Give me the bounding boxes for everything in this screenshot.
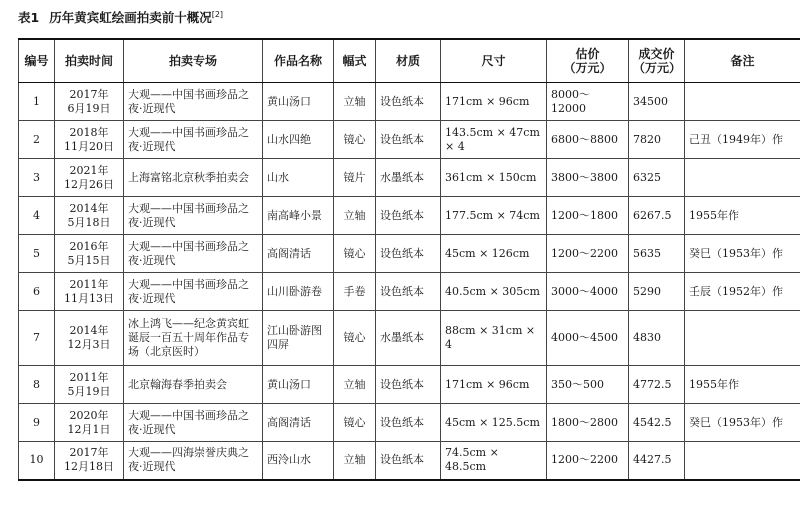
cell-size: 45cm × 126cm — [441, 235, 547, 273]
header-estimate: 估价 （万元） — [547, 39, 629, 83]
table-row — [19, 235, 800, 273]
cell-estimate: 1200～2200 — [547, 235, 629, 273]
cell-work: 南高峰小景 — [263, 197, 334, 235]
cell-work: 高阁清话 — [263, 235, 334, 273]
cell-session: 大观——中国书画珍品之夜·近现代 — [124, 235, 263, 273]
cell-size: 143.5cm × 47cm × 4 — [441, 121, 547, 159]
cell-estimate: 3800～3800 — [547, 159, 629, 197]
cell-format: 立轴 — [334, 442, 376, 480]
table-row — [19, 442, 800, 480]
cell-work: 高阁清话 — [263, 404, 334, 442]
table-caption — [18, 8, 223, 26]
cell-work: 西泠山水 — [263, 442, 334, 480]
table-row — [19, 197, 800, 235]
cell-price: 4772.5 — [629, 366, 685, 404]
cell-estimate: 1200～1800 — [547, 197, 629, 235]
cell-date: 2020年 12月1日 — [55, 404, 124, 442]
cell-session: 大观——中国书画珍品之夜·近现代 — [124, 121, 263, 159]
cell-no: 5 — [19, 235, 55, 273]
cell-note — [685, 159, 800, 197]
cell-format: 镜心 — [334, 121, 376, 159]
cell-price: 34500 — [629, 83, 685, 121]
header-no: 编号 — [19, 39, 55, 83]
cell-session: 大观——四海崇誉庆典之夜·近现代 — [124, 442, 263, 480]
table-number: 表1 — [18, 10, 40, 25]
cell-format: 镜心 — [334, 311, 376, 366]
cell-estimate: 1200～2200 — [547, 442, 629, 480]
cell-work: 江山卧游图四屏 — [263, 311, 334, 366]
cell-work: 黄山汤口 — [263, 366, 334, 404]
cell-material: 设色纸本 — [376, 235, 441, 273]
cell-no: 10 — [19, 442, 55, 480]
header-size: 尺寸 — [441, 39, 547, 83]
cell-material: 设色纸本 — [376, 404, 441, 442]
cell-price: 5635 — [629, 235, 685, 273]
header-material: 材质 — [376, 39, 441, 83]
table-row — [19, 273, 800, 311]
cell-size: 40.5cm × 305cm — [441, 273, 547, 311]
cell-estimate: 1800～2800 — [547, 404, 629, 442]
cell-note — [685, 83, 800, 121]
cell-estimate: 8000～12000 — [547, 83, 629, 121]
table-row — [19, 83, 800, 121]
cell-size: 177.5cm × 74cm — [441, 197, 547, 235]
cell-format: 立轴 — [334, 366, 376, 404]
cell-no: 7 — [19, 311, 55, 366]
cell-session: 大观——中国书画珍品之夜·近现代 — [124, 197, 263, 235]
cell-session: 上海富铭北京秋季拍卖会 — [124, 159, 263, 197]
header-note: 备注 — [685, 39, 800, 83]
reference-mark: [2] — [211, 9, 224, 19]
cell-session: 大观——中国书画珍品之夜·近现代 — [124, 273, 263, 311]
cell-format: 立轴 — [334, 83, 376, 121]
header-row — [19, 39, 800, 83]
cell-date: 2014年 12月3日 — [55, 311, 124, 366]
cell-work: 山水 — [263, 159, 334, 197]
cell-note: 己丑（1949年）作 — [685, 121, 800, 159]
cell-note — [685, 311, 800, 366]
cell-session: 冰上鸿飞——纪念黄宾虹诞辰一百五十周年作品专场（北京医时） — [124, 311, 263, 366]
cell-price: 6325 — [629, 159, 685, 197]
table-row — [19, 311, 800, 366]
cell-material: 水墨纸本 — [376, 159, 441, 197]
cell-note: 癸巳（1953年）作 — [685, 235, 800, 273]
header-date: 拍卖时间 — [55, 39, 124, 83]
cell-format: 镜心 — [334, 235, 376, 273]
header-work: 作品名称 — [263, 39, 334, 83]
cell-material: 设色纸本 — [376, 273, 441, 311]
cell-size: 74.5cm × 48.5cm — [441, 442, 547, 480]
cell-date: 2014年 5月18日 — [55, 197, 124, 235]
cell-note: 1955年作 — [685, 197, 800, 235]
cell-format: 镜片 — [334, 159, 376, 197]
cell-format: 手卷 — [334, 273, 376, 311]
cell-material: 水墨纸本 — [376, 311, 441, 366]
cell-material: 设色纸本 — [376, 83, 441, 121]
cell-no: 4 — [19, 197, 55, 235]
header-session: 拍卖专场 — [124, 39, 263, 83]
cell-work: 山川卧游卷 — [263, 273, 334, 311]
table-row — [19, 121, 800, 159]
cell-note: 壬辰（1952年）作 — [685, 273, 800, 311]
cell-date: 2018年 11月20日 — [55, 121, 124, 159]
cell-note — [685, 442, 800, 480]
cell-price: 7820 — [629, 121, 685, 159]
cell-size: 361cm × 150cm — [441, 159, 547, 197]
cell-no: 9 — [19, 404, 55, 442]
cell-material: 设色纸本 — [376, 366, 441, 404]
cell-session: 北京翰海春季拍卖会 — [124, 366, 263, 404]
cell-no: 2 — [19, 121, 55, 159]
cell-work: 山水四绝 — [263, 121, 334, 159]
cell-price: 5290 — [629, 273, 685, 311]
cell-format: 立轴 — [334, 197, 376, 235]
cell-no: 3 — [19, 159, 55, 197]
cell-estimate: 6800～8800 — [547, 121, 629, 159]
table-title: 历年黄宾虹绘画拍卖前十概况 — [49, 10, 212, 25]
auction-table — [18, 38, 800, 481]
cell-session: 大观——中国书画珍品之夜·近现代 — [124, 404, 263, 442]
cell-material: 设色纸本 — [376, 442, 441, 480]
cell-date: 2021年 12月26日 — [55, 159, 124, 197]
cell-size: 45cm × 125.5cm — [441, 404, 547, 442]
cell-material: 设色纸本 — [376, 197, 441, 235]
cell-no: 8 — [19, 366, 55, 404]
cell-size: 88cm × 31cm × 4 — [441, 311, 547, 366]
cell-size: 171cm × 96cm — [441, 366, 547, 404]
cell-work: 黄山汤口 — [263, 83, 334, 121]
cell-price: 6267.5 — [629, 197, 685, 235]
header-price: 成交价 （万元） — [629, 39, 685, 83]
cell-format: 镜心 — [334, 404, 376, 442]
table-row — [19, 366, 800, 404]
cell-session: 大观——中国书画珍品之夜·近现代 — [124, 83, 263, 121]
cell-estimate: 350～500 — [547, 366, 629, 404]
cell-date: 2017年 6月19日 — [55, 83, 124, 121]
table-row — [19, 404, 800, 442]
cell-date: 2011年 11月13日 — [55, 273, 124, 311]
cell-date: 2017年 12月18日 — [55, 442, 124, 480]
cell-no: 6 — [19, 273, 55, 311]
cell-note: 癸巳（1953年）作 — [685, 404, 800, 442]
cell-note: 1955年作 — [685, 366, 800, 404]
cell-estimate: 4000～4500 — [547, 311, 629, 366]
table-row — [19, 159, 800, 197]
cell-material: 设色纸本 — [376, 121, 441, 159]
cell-estimate: 3000～4000 — [547, 273, 629, 311]
cell-price: 4830 — [629, 311, 685, 366]
cell-price: 4542.5 — [629, 404, 685, 442]
cell-date: 2011年 5月19日 — [55, 366, 124, 404]
cell-no: 1 — [19, 83, 55, 121]
cell-price: 4427.5 — [629, 442, 685, 480]
header-format: 幅式 — [334, 39, 376, 83]
cell-date: 2016年 5月15日 — [55, 235, 124, 273]
cell-size: 171cm × 96cm — [441, 83, 547, 121]
